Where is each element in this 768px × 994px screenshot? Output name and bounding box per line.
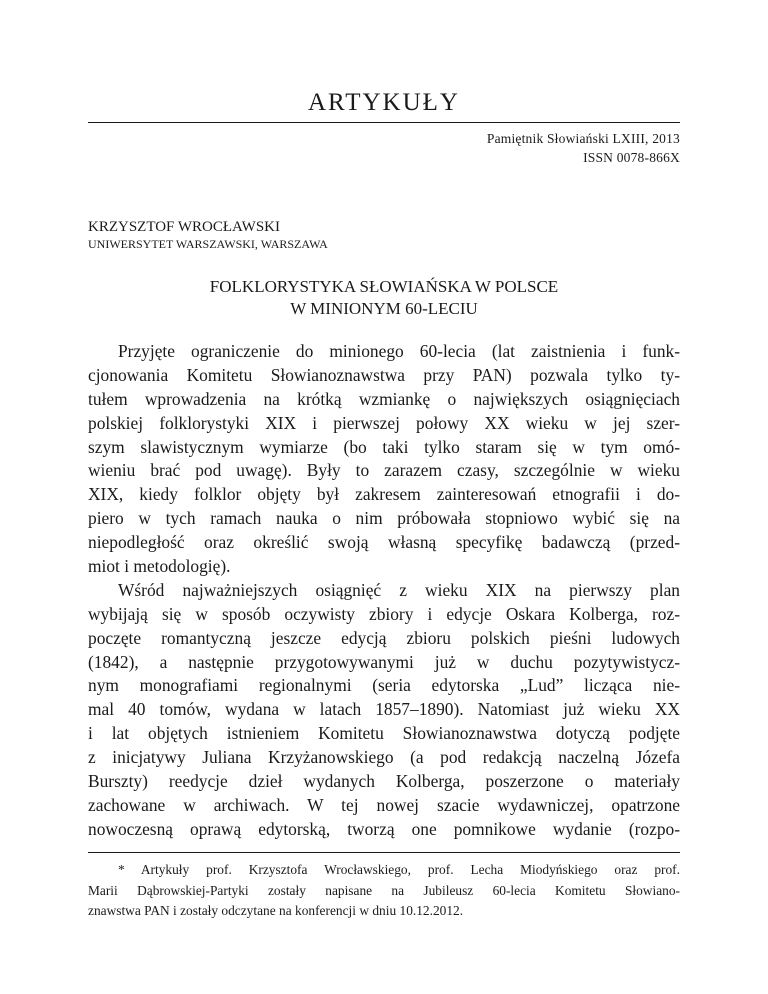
journal-citation: Pamiętnik Słowiański LXIII, 2013 [486,131,680,146]
article-body [88,340,680,842]
section-heading: ARTYKUŁY [308,89,460,116]
body-line: zachowane w archiwach. W tej nowej szacie wydawniczej, opatrzone [88,794,680,815]
body-line: wybijają się w sposób oczywisty zbiory i edycje Oskara Kolberga, roz- [88,603,680,624]
author-name: KRZYSZTOF WROCŁAWSKI [88,219,281,235]
body-line: (1842), a następnie przygotowywanymi już w duchu pozytywistycz- [88,651,680,672]
article-title-line: W MINIONYM 60-LECIU [290,299,478,318]
body-line: nowoczesną oprawą edytorską, tworzą one pomnikowe wydanie (rozpo- [88,818,680,839]
journal-info [487,129,680,167]
footnote-line: Marii Dąbrowskiej-Partyki zostały napisane na Jubileusz 60-lecia Komitetu Słowiano- [88,882,680,898]
body-line: i lat objętych istnieniem Komitetu Słowianoznawstwa dotyczą podjęte [88,723,680,744]
body-line: szym slawistycznym wymiarze (bo taki tylko staram się w tym omó- [88,436,680,457]
body-line: XIX, kiedy folklor objęty był zakresem zainteresowań etnografii i do- [88,484,680,505]
body-line: poczęte romantyczną jeszcze edycją zbioru polskich pieśni ludowych [88,627,680,648]
author-affiliation: UNIWERSYTET WARSZAWSKI, WARSZAWA [88,237,328,251]
body-line: piero w tych ramach nauka o nim próbowała stopniowo wybić się na [88,508,680,529]
body-line: tułem wprowadzenia na krótką wzmiankę o największych osiągnięciach [88,388,680,409]
article-title-line: FOLKLORYSTYKA SŁOWIAŃSKA W POLSCE [209,277,559,296]
body-line: Burszty) reedycje dzieł wydanych Kolberga, poszerzone o materiały [88,771,680,792]
body-line: miot i metodologię). [88,556,231,577]
body-line: Przyjęte ograniczenie do minionego 60-lecia (lat zaistnienia i funk- [118,341,680,361]
body-line: niepodległość oraz określić swoją własną specyfikę badawczą (przed- [88,532,680,553]
footnote [88,860,680,922]
footnote-rule [88,852,680,853]
body-line: cjonowania Komitetu Słowianoznawstwa przy PAN) pozwala tylko ty- [88,364,680,385]
header-rule [88,122,680,123]
body-line: polskiej folklorystyki XIX i pierwszej połowy XX wieku w jej szer- [88,412,680,433]
body-line: mal 40 tomów, wydana w latach 1857–1890). Natomiast już wieku XX [88,699,680,720]
body-line: Wśród najważniejszych osiągnięć z wieku XIX na pierwszy plan [118,579,680,600]
body-line: wieniu brać pod uwagę). Były to zarazem czasy, szczególnie w wieku [88,460,680,481]
journal-issn: ISSN 0078-866X [583,150,680,165]
footnote-line: znawstwa PAN i zostały odczytane na konferencji w dniu 10.12.2012. [88,903,464,918]
body-line: z inicjatywy Juliana Krzyżanowskiego (a pod redakcją naczelną Józefa [88,747,680,768]
footnote-line: * Artykuły prof. Krzysztofa Wrocławskiego, prof. Lecha Miodyńskiego oraz prof. [118,862,680,877]
article-title [88,276,680,320]
body-line: nym monografiami regionalnymi (seria edytorska „Lud” licząca nie- [88,675,680,696]
